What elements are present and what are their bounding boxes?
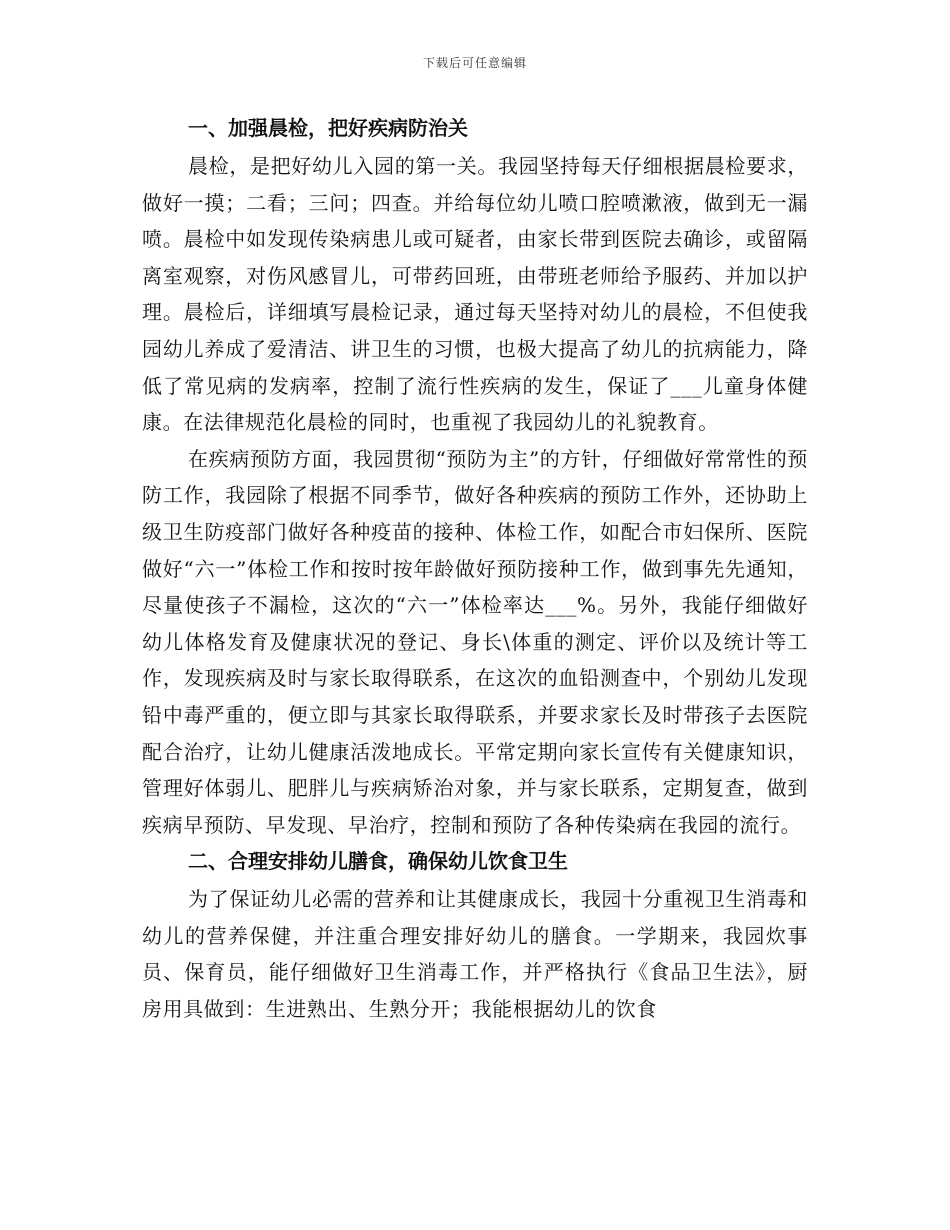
page-header-note: 下载后可任意编辑: [422, 56, 527, 70]
document-body: [142, 110, 808, 1028]
paragraph: 晨检，是把好幼儿入园的第一关。我园坚持每天仔细根据晨检要求，做好一摸；二看；三问；四查。并给每位幼儿喷口腔喷漱液，做到无一漏喷。晨检中如发现传染病患儿或可疑者，由家长带到医院去确诊，或留隔离室观察，对伤风感冒儿，可带药回班，由带班老师给予服药、并加以护理。晨检后，详细填写晨检记录，通过每天坚持对幼儿的晨检，不但使我园幼儿养成了爱清洁、讲卫生的习惯，也极大提高了幼儿的抗病能力，降低了常见病的发病率，控制了流行性疾病的发生，保证了___儿童身体健康。在法律规范化晨检的同时，也重视了我园幼儿的礼貌教育。: [142, 154, 808, 435]
section-heading: 二、合理安排幼儿膳食，确保幼儿饮食卫生: [188, 849, 568, 874]
paragraph: 为了保证幼儿必需的营养和让其健康成长，我园十分重视卫生消毒和幼儿的营养保健，并注重合理安排好幼儿的膳食。一学期来，我园炊事员、保育员，能仔细做好卫生消毒工作，并严格执行《食品卫生法》，厨房用具做到：生进熟出、生熟分开；我能根据幼儿的饮食: [142, 887, 808, 1022]
section-heading: 一、加强晨检，把好疾病防治关: [188, 116, 468, 140]
paragraph: 在疾病预防方面，我园贯彻“预防为主”的方针，仔细做好常常性的预防工作，我园除了根据不同季节，做好各种疾病的预防工作外，还协助上级卫生防疫部门做好各种疫苗的接种、体检工作，如配合市妇保所、医院做好“六一”体检工作和按时按年龄做好预防接种工作，做到事先先通知，尽量使孩子不漏检，这次的“六一”体检率达___%。另外，我能仔细做好幼儿体格发育及健康状况的登记、身长\体重的测定、评价以及统计等工作，发现疾病及时与家长取得联系，在这次的血铅测查中，个别幼儿发现铅中毒严重的，便立即与其家长取得联系，并要求家长及时带孩子去医院配合治疗，让幼儿健康活泼地成长。平常定期向家长宣传有关健康知识，管理好体弱儿、肥胖儿与疾病矫治对象，并与家长联系，定期复查，做到疾病早预防、早发现、早治疗，控制和预防了各种传染病在我园的流行。: [142, 446, 808, 837]
